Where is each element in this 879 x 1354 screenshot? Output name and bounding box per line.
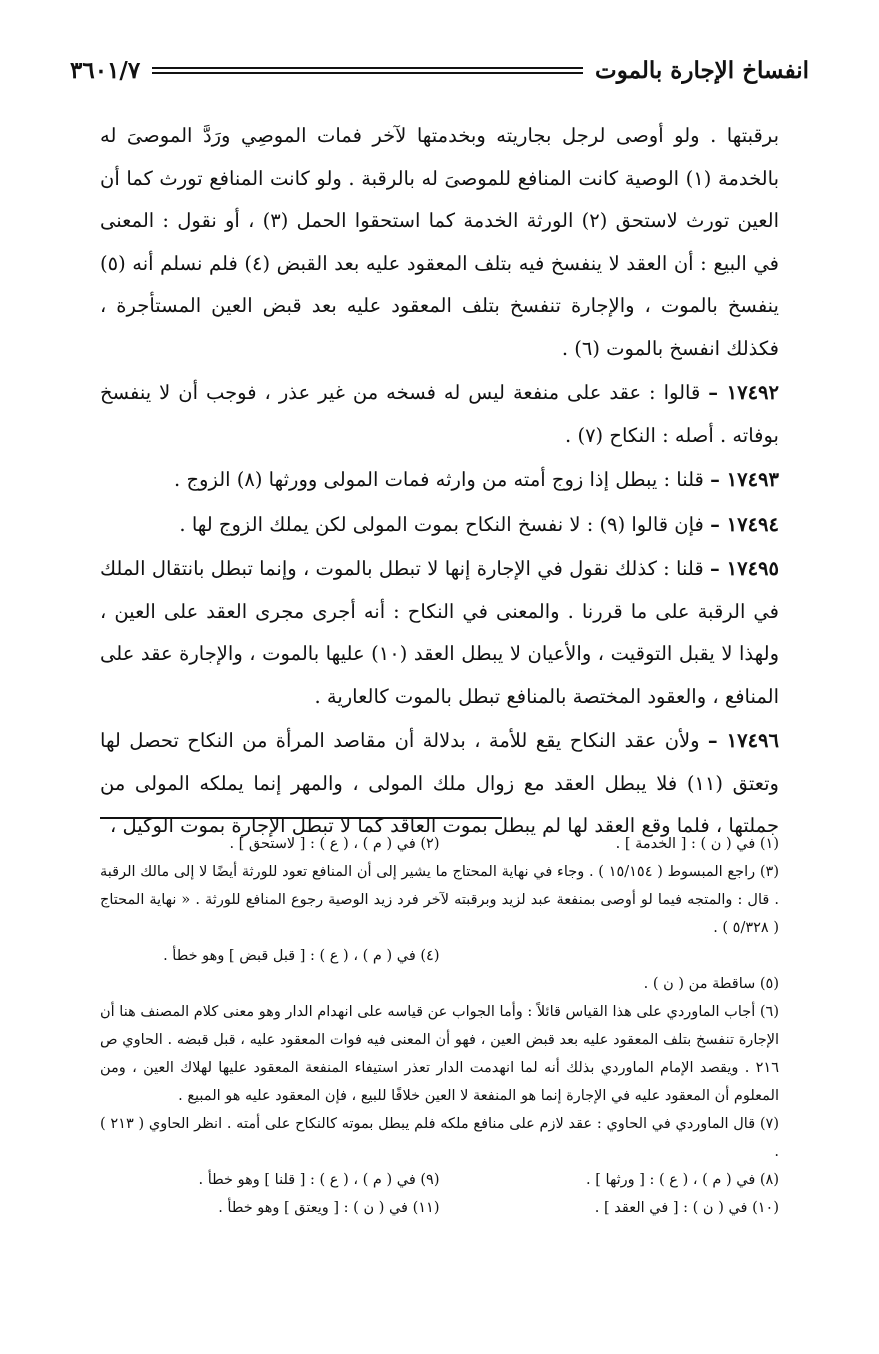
issue-paragraph bbox=[100, 548, 779, 718]
footnote-separator bbox=[100, 817, 502, 819]
footnote-8: (٨) في ( م ) ، ( ع ) : [ ورثها ] . bbox=[586, 1172, 779, 1188]
page-header bbox=[70, 50, 809, 90]
issue-paragraph bbox=[100, 459, 779, 502]
running-title: انفساخ الإجارة بالموت bbox=[595, 56, 809, 84]
footnote-11: (١١) في ( ن ) : [ ويعتق ] وهو خطأ . bbox=[218, 1200, 440, 1216]
footnote-2: (٢) في ( م ) ، ( ع ) : [ لاستحق ] . bbox=[229, 836, 440, 852]
footnote-1: (١) في ( ن ) : [ الخدمة ] . bbox=[615, 836, 779, 852]
footnote-10: (١٠) في ( ن ) : [ في العقد ] . bbox=[594, 1200, 779, 1216]
main-text bbox=[100, 115, 779, 848]
footnotes bbox=[100, 830, 779, 1222]
footnote-row bbox=[100, 942, 779, 970]
issue-text: ولأن عقد النكاح يقع للأمة ، بدلالة أن مقاصد المرأة من النكاح تحصل لها وتعتق (١١) فلا يبطل العقد مع زوال ملك المولى ، والمهر إنما يملكه المولى من جملتها ، فلما وقع العقد لها لم يبطل بموت العاقد كما لا تبطل الإجارة بموت الوكيل ، bbox=[100, 729, 779, 837]
issue-number: ١٧٤٩٦ – bbox=[707, 729, 779, 752]
footnote-4: (٤) في ( م ) ، ( ع ) : [ قبل قبض ] وهو خطأ . bbox=[163, 948, 440, 964]
issue-number: ١٧٤٩٥ – bbox=[709, 557, 779, 580]
issue-number: ١٧٤٩٤ – bbox=[710, 512, 779, 536]
footnote-row bbox=[100, 830, 779, 858]
footnote-3: (٣) راجع المبسوط ( ١٥/١٥٤ ) . وجاء في نهاية المحتاج ما يشير إلى أن المنافع تعود للورثة أيضًا لا إلى مالك الرقبة . قال : والمتجه فيما لو أوصى بمنفعة عبد لزيد وبرقبته لآخر فرد زيد الوصية رجوع المنافع للورثة . « نهاية المحتاج ( ٥/٣٢٨ ) . bbox=[100, 864, 779, 936]
issue-text: فإن قالوا (٩) : لا نفسخ النكاح بموت المولى لكن يملك الزوج لها . bbox=[179, 512, 704, 536]
footnote-row bbox=[100, 1194, 779, 1222]
header-rule bbox=[152, 67, 583, 74]
issue-text: قالوا : عقد على منفعة ليس له فسخه من غير عذر ، فوجب أن لا ينفسخ بوفاته . أصله : النكاح (٧) . bbox=[100, 381, 779, 447]
page-number: ٣٦٠١/٧ bbox=[70, 56, 141, 84]
issue-number: ١٧٤٩٣ – bbox=[710, 468, 779, 491]
footnote-row bbox=[100, 1166, 779, 1194]
footnote-7: (٧) قال الماوردي في الحاوي : عقد لازم على منافع ملكه فلم يبطل بموته كالنكاح على أمته . انظر الحاوي ( ٢١٣ ) . bbox=[100, 1116, 779, 1160]
footnote-6: (٦) أجاب الماوردي على هذا القياس قائلاً : وأما الجواب عن قياسه على انهدام الدار وهو معنى كلام المصنف هنا أن الإجارة تنفسخ بتلف المعقود عليه بعد قبض العين ، فهو أن المعنى فيه فوات المعقود عليه ، قبل قبضه . الحاوي ص ٢١٦ . ويقصد الإمام الماوردي بذلك أنه لما انهدمت الدار تعذر استيفاء المنفعة المعقود عليها لهلاك العين ، ومن المعلوم أن المعقود عليه في الإجارة إنما هو المنفعة لا العين خلافًا للبيع ، فإن المعقود عليه هو المبيع . bbox=[100, 1004, 779, 1104]
issue-paragraph bbox=[100, 720, 779, 848]
issue-text: قلنا : كذلك نقول في الإجارة إنها لا تبطل بالموت ، وإنما تبطل بانتقال الملك في الرقبة على ما قررنا . والمعنى في النكاح : أنه أجرى مجرى العقد على العين ، ولهذا لا يقبل التوقيت ، والأعيان لا يبطل العقد (١٠) عليها بالموت ، والإجارة عقد على المنافع ، والعقود المختصة بالمنافع تبطل بالموت كالعارية . bbox=[100, 557, 779, 708]
issue-text: قلنا : يبطل إذا زوج أمته من وارثه فمات المولى وورثها (٨) الزوج . bbox=[174, 468, 704, 491]
issue-number: ١٧٤٩٢ – bbox=[708, 381, 779, 404]
paragraph: برقبتها . ولو أوصى لرجل بجاريته وبخدمتها لآخر فمات الموصِي ورَدَّ الموصىَ له بالخدمة (١) الوصية كانت المنافع للموصىَ له بالرقبة . ولو كانت المنافع تورث كما أن العين تورث لاستحق (٢) الورثة الخدمة كما استحقوا الحمل (٣) ، أو نقول : المعنى في البيع : أن العقد لا ينفسخ فيه بتلف المعقود عليه بعد القبض (٤) فلم نسلم أنه (٥) ينفسخ بالموت ، والإجارة تنفسخ بتلف المعقود عليه بعد قبض العين المستأجرة ، فكذلك انفسخ بالموت (٦) . bbox=[100, 124, 780, 360]
footnote-9: (٩) في ( م ) ، ( ع ) : [ قلنا ] وهو خطأ . bbox=[198, 1172, 440, 1188]
issue-paragraph bbox=[100, 504, 779, 547]
footnote-5: (٥) ساقطة من ( ن ) . bbox=[643, 976, 779, 992]
issue-paragraph bbox=[100, 372, 779, 457]
